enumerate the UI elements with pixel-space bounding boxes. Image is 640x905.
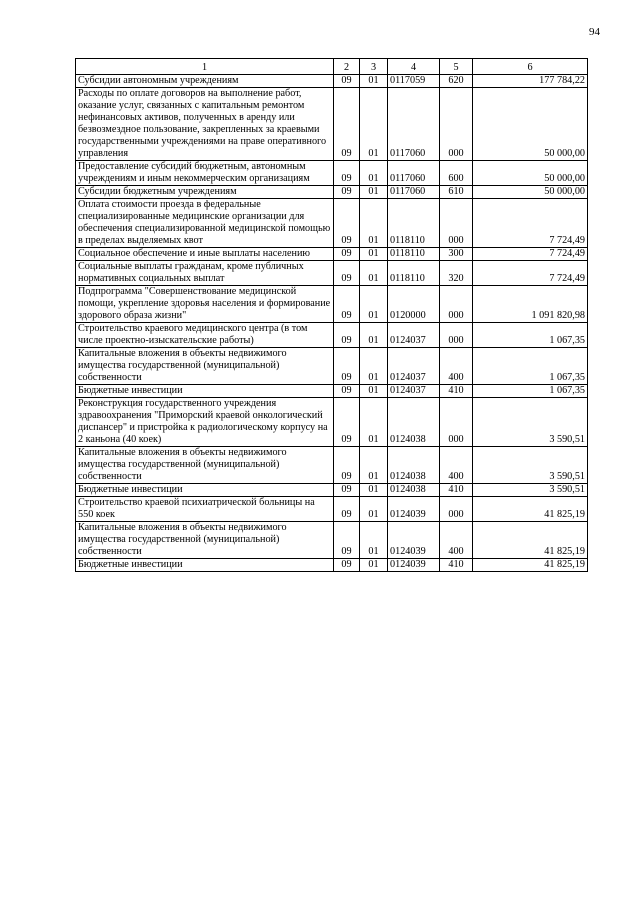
row-subsection: 01: [360, 88, 388, 161]
row-subsection: 01: [360, 323, 388, 348]
row-amount: 50 000,00: [473, 88, 588, 161]
row-amount: 50 000,00: [473, 186, 588, 199]
row-target-article: 0118110: [388, 261, 440, 286]
row-subsection: 01: [360, 559, 388, 572]
row-section: 09: [334, 497, 360, 522]
row-subsection: 01: [360, 199, 388, 248]
row-section: 09: [334, 286, 360, 323]
column-header: 4: [388, 59, 440, 75]
table-row: [76, 261, 588, 286]
row-section: 09: [334, 348, 360, 385]
row-subsection: 01: [360, 385, 388, 398]
table-row: [76, 398, 588, 447]
table-row: [76, 385, 588, 398]
column-header: 5: [440, 59, 473, 75]
row-expense-type: 320: [440, 261, 473, 286]
row-section: 09: [334, 385, 360, 398]
row-name: Расходы по оплате договоров на выполнение работ, оказание услуг, связанных с капитальным ремонтом нефинансовых активов, полученных в аренду или безвозмездное пользование, закрепленных за краевыми государственными учреждениями на праве оперативного управления: [76, 88, 334, 161]
row-target-article: 0117060: [388, 186, 440, 199]
row-subsection: 01: [360, 398, 388, 447]
row-amount: 7 724,49: [473, 261, 588, 286]
row-name: Предоставление субсидий бюджетным, автономным учреждениям и иным некоммерческим организациям: [76, 161, 334, 186]
column-header: 1: [76, 59, 334, 75]
row-amount: 3 590,51: [473, 447, 588, 484]
row-expense-type: 620: [440, 75, 473, 88]
table-row: [76, 248, 588, 261]
row-name: Социальное обеспечение и иные выплаты населению: [76, 248, 334, 261]
row-target-article: 0124037: [388, 385, 440, 398]
row-target-article: 0124039: [388, 497, 440, 522]
row-section: 09: [334, 398, 360, 447]
row-section: 09: [334, 522, 360, 559]
row-subsection: 01: [360, 186, 388, 199]
row-expense-type: 000: [440, 286, 473, 323]
row-target-article: 0124038: [388, 447, 440, 484]
table-row: [76, 286, 588, 323]
row-amount: 1 067,35: [473, 348, 588, 385]
row-expense-type: 000: [440, 497, 473, 522]
row-subsection: 01: [360, 348, 388, 385]
table-row: [76, 559, 588, 572]
table-row: [76, 186, 588, 199]
row-name: Социальные выплаты гражданам, кроме публичных нормативных социальных выплат: [76, 261, 334, 286]
row-expense-type: 000: [440, 398, 473, 447]
row-expense-type: 400: [440, 522, 473, 559]
table-row: [76, 348, 588, 385]
column-header: 2: [334, 59, 360, 75]
budget-table: [75, 58, 588, 572]
row-name: Подпрограмма "Совершенствование медицинской помощи, укрепление здоровья населения и формирование здорового образа жизни": [76, 286, 334, 323]
row-expense-type: 400: [440, 447, 473, 484]
row-target-article: 0124039: [388, 522, 440, 559]
row-amount: 177 784,22: [473, 75, 588, 88]
row-section: 09: [334, 447, 360, 484]
row-section: 09: [334, 199, 360, 248]
row-target-article: 0124039: [388, 559, 440, 572]
row-expense-type: 000: [440, 323, 473, 348]
page-number: 94: [589, 26, 600, 38]
row-target-article: 0118110: [388, 199, 440, 248]
table-row: [76, 323, 588, 348]
row-expense-type: 610: [440, 186, 473, 199]
row-target-article: 0124038: [388, 484, 440, 497]
row-amount: 41 825,19: [473, 559, 588, 572]
row-subsection: 01: [360, 75, 388, 88]
row-amount: 7 724,49: [473, 248, 588, 261]
row-section: 09: [334, 161, 360, 186]
table-header-row: [76, 59, 588, 75]
row-expense-type: 410: [440, 385, 473, 398]
row-subsection: 01: [360, 497, 388, 522]
table-row: [76, 497, 588, 522]
row-section: 09: [334, 75, 360, 88]
row-target-article: 0117060: [388, 88, 440, 161]
row-subsection: 01: [360, 447, 388, 484]
row-subsection: 01: [360, 261, 388, 286]
row-expense-type: 410: [440, 484, 473, 497]
row-target-article: 0120000: [388, 286, 440, 323]
row-target-article: 0118110: [388, 248, 440, 261]
row-amount: 1 091 820,98: [473, 286, 588, 323]
row-section: 09: [334, 559, 360, 572]
row-name: Бюджетные инвестиции: [76, 385, 334, 398]
row-amount: 7 724,49: [473, 199, 588, 248]
table-body: [76, 75, 588, 572]
table-row: [76, 75, 588, 88]
row-section: 09: [334, 186, 360, 199]
column-header: 3: [360, 59, 388, 75]
row-expense-type: 300: [440, 248, 473, 261]
row-section: 09: [334, 484, 360, 497]
row-name: Реконструкция государственного учреждения здравоохранения "Приморский краевой онкологический диспансер" и пристройка к радиологическому корпусу на 2 каньона (40 коек): [76, 398, 334, 447]
row-name: Бюджетные инвестиции: [76, 484, 334, 497]
row-target-article: 0124038: [388, 398, 440, 447]
row-amount: 3 590,51: [473, 398, 588, 447]
table-row: [76, 522, 588, 559]
row-name: Капитальные вложения в объекты недвижимого имущества государственной (муниципальной) собственности: [76, 348, 334, 385]
row-target-article: 0117060: [388, 161, 440, 186]
table-row: [76, 447, 588, 484]
row-section: 09: [334, 88, 360, 161]
row-amount: 41 825,19: [473, 497, 588, 522]
row-subsection: 01: [360, 484, 388, 497]
table-row: [76, 88, 588, 161]
row-amount: 1 067,35: [473, 323, 588, 348]
row-amount: 1 067,35: [473, 385, 588, 398]
row-target-article: 0124037: [388, 348, 440, 385]
row-expense-type: 400: [440, 348, 473, 385]
row-subsection: 01: [360, 522, 388, 559]
row-amount: 41 825,19: [473, 522, 588, 559]
column-header: 6: [473, 59, 588, 75]
row-section: 09: [334, 323, 360, 348]
row-section: 09: [334, 261, 360, 286]
row-expense-type: 410: [440, 559, 473, 572]
row-name: Строительство краевой психиатрической больницы на 550 коек: [76, 497, 334, 522]
row-target-article: 0124037: [388, 323, 440, 348]
table-row: [76, 484, 588, 497]
row-name: Строительство краевого медицинского центра (в том числе проектно-изыскательские работы): [76, 323, 334, 348]
row-name: Капитальные вложения в объекты недвижимого имущества государственной (муниципальной) собственности: [76, 522, 334, 559]
row-name: Бюджетные инвестиции: [76, 559, 334, 572]
table-row: [76, 161, 588, 186]
row-amount: 3 590,51: [473, 484, 588, 497]
row-subsection: 01: [360, 161, 388, 186]
row-name: Оплата стоимости проезда в федеральные специализированные медицинские организации для обеспечения специализированной медицинской помощью в пределах выделяемых квот: [76, 199, 334, 248]
row-amount: 50 000,00: [473, 161, 588, 186]
row-subsection: 01: [360, 248, 388, 261]
row-expense-type: 600: [440, 161, 473, 186]
row-expense-type: 000: [440, 199, 473, 248]
row-expense-type: 000: [440, 88, 473, 161]
row-name: Субсидии бюджетным учреждениям: [76, 186, 334, 199]
row-section: 09: [334, 248, 360, 261]
row-subsection: 01: [360, 286, 388, 323]
row-target-article: 0117059: [388, 75, 440, 88]
row-name: Капитальные вложения в объекты недвижимого имущества государственной (муниципальной) собственности: [76, 447, 334, 484]
table-row: [76, 199, 588, 248]
row-name: Субсидии автономным учреждениям: [76, 75, 334, 88]
